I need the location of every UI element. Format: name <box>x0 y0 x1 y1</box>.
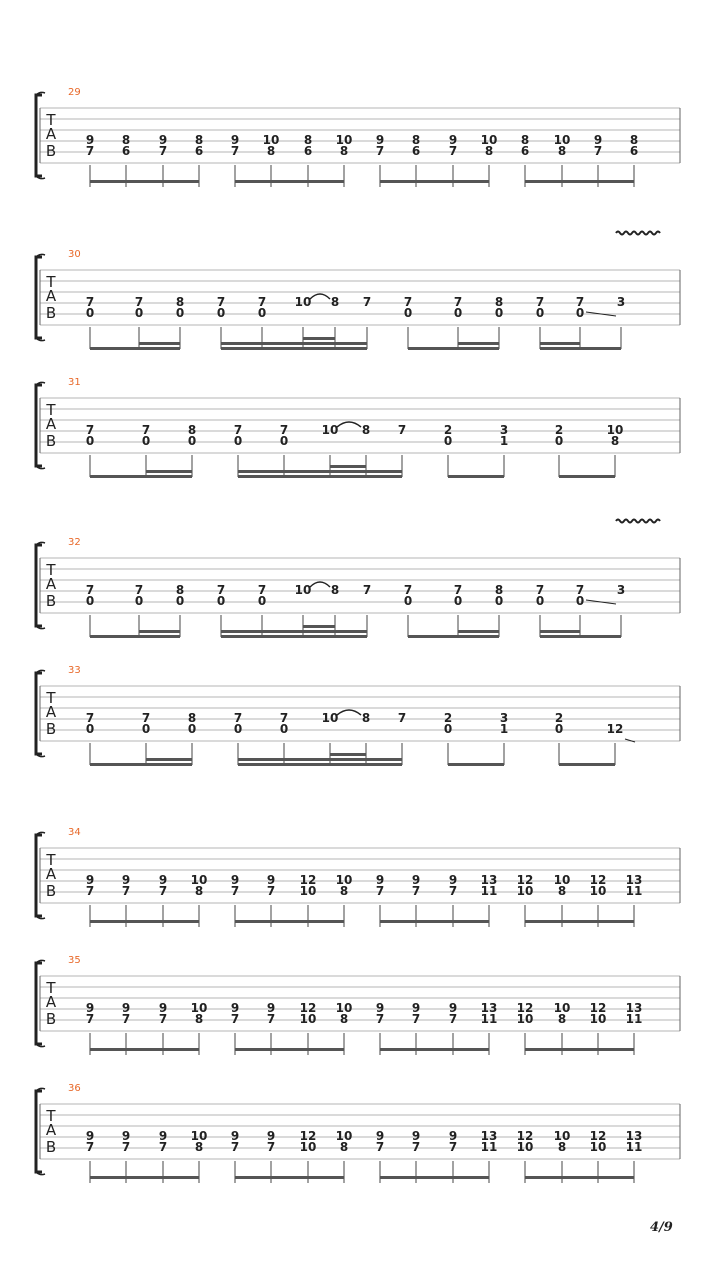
fret-number: 7 <box>134 583 144 597</box>
fret-number: 7 <box>85 884 95 898</box>
fret-number: 6 <box>303 144 313 158</box>
fret-number: 12 <box>606 722 624 736</box>
fret-number: 8 <box>339 884 349 898</box>
fret-number: 0 <box>85 434 95 448</box>
fret-number: 0 <box>554 434 564 448</box>
fret-number: 2 <box>554 711 564 725</box>
measure-number: 35 <box>68 955 81 966</box>
fret-number: 0 <box>216 306 226 320</box>
fret-number: 12 <box>299 873 317 887</box>
fret-number: 9 <box>230 133 240 147</box>
fret-number: 8 <box>557 1012 567 1026</box>
measure-number: 33 <box>68 665 81 676</box>
tab-label-letter: B <box>45 1010 57 1028</box>
fret-number: 10 <box>589 884 607 898</box>
fret-number: 0 <box>453 594 463 608</box>
fret-number: 10 <box>299 884 317 898</box>
fret-number: 6 <box>629 144 639 158</box>
fret-number: 8 <box>557 1140 567 1154</box>
fret-number: 12 <box>589 1001 607 1015</box>
fret-number: 7 <box>411 1140 421 1154</box>
fret-number: 8 <box>175 295 185 309</box>
fret-number: 10 <box>516 1012 534 1026</box>
fret-number: 0 <box>233 722 243 736</box>
fret-number: 10 <box>516 1140 534 1154</box>
fret-number: 7 <box>403 295 413 309</box>
fret-number: 11 <box>625 884 643 898</box>
fret-number: 8 <box>557 884 567 898</box>
tab-label-letter: A <box>45 415 57 433</box>
fret-number: 13 <box>625 1001 643 1015</box>
fret-number: 7 <box>233 711 243 725</box>
fret-number: 7 <box>375 1012 385 1026</box>
fret-number: 7 <box>411 1012 421 1026</box>
fret-number: 7 <box>230 144 240 158</box>
fret-number: 7 <box>121 1012 131 1026</box>
fret-number: 7 <box>575 295 585 309</box>
fret-number: 8 <box>330 583 340 597</box>
fret-number: 7 <box>362 583 372 597</box>
tab-label-letter: T <box>46 273 56 291</box>
fret-number: 9 <box>85 1129 95 1143</box>
fret-number: 7 <box>230 1140 240 1154</box>
fret-number: 10 <box>299 1140 317 1154</box>
fret-number: 8 <box>339 1012 349 1026</box>
fret-number: 7 <box>375 1140 385 1154</box>
fret-number: 7 <box>158 1012 168 1026</box>
fret-number: 7 <box>266 884 276 898</box>
tab-label-letter: A <box>45 993 57 1011</box>
fret-number: 10 <box>553 133 571 147</box>
fret-number: 12 <box>299 1001 317 1015</box>
fret-number: 13 <box>625 1129 643 1143</box>
fret-number: 6 <box>411 144 421 158</box>
fret-number: 3 <box>616 295 626 309</box>
fret-number: 9 <box>266 1129 276 1143</box>
fret-number: 0 <box>134 594 144 608</box>
fret-number: 10 <box>190 1001 208 1015</box>
fret-number: 10 <box>335 873 353 887</box>
fret-number: 7 <box>230 884 240 898</box>
fret-number: 3 <box>499 711 509 725</box>
fret-number: 8 <box>494 295 504 309</box>
fret-number: 7 <box>362 295 372 309</box>
fret-number: 7 <box>279 423 289 437</box>
fret-number: 10 <box>299 1012 317 1026</box>
fret-number: 7 <box>85 583 95 597</box>
fret-number: 10 <box>335 1001 353 1015</box>
fret-number: 8 <box>266 144 276 158</box>
tab-label-letter: T <box>46 851 56 869</box>
fret-number: 9 <box>411 873 421 887</box>
page-number: 4/9 <box>650 1220 673 1235</box>
fret-number: 8 <box>484 144 494 158</box>
fret-number: 7 <box>453 583 463 597</box>
fret-number: 7 <box>593 144 603 158</box>
fret-number: 7 <box>141 711 151 725</box>
fret-number: 0 <box>216 594 226 608</box>
tab-label-letter: A <box>45 1121 57 1139</box>
fret-number: 9 <box>375 133 385 147</box>
fret-number: 12 <box>516 1129 534 1143</box>
fret-number: 7 <box>216 583 226 597</box>
fret-number: 10 <box>335 133 353 147</box>
tab-label-letter: B <box>45 142 57 160</box>
fret-number: 11 <box>480 884 498 898</box>
fret-number: 9 <box>448 1001 458 1015</box>
tab-label-letter: B <box>45 882 57 900</box>
fret-number: 7 <box>158 884 168 898</box>
fret-number: 8 <box>361 423 371 437</box>
fret-number: 7 <box>448 144 458 158</box>
fret-number: 11 <box>480 1140 498 1154</box>
fret-number: 0 <box>403 594 413 608</box>
fret-number: 12 <box>589 1129 607 1143</box>
fret-number: 9 <box>85 873 95 887</box>
fret-number: 13 <box>480 1001 498 1015</box>
fret-number: 13 <box>480 1129 498 1143</box>
fret-number: 0 <box>187 722 197 736</box>
fret-number: 0 <box>187 434 197 448</box>
fret-number: 9 <box>411 1129 421 1143</box>
fret-number: 9 <box>448 1129 458 1143</box>
fret-number: 0 <box>233 434 243 448</box>
fret-number: 11 <box>625 1140 643 1154</box>
tab-label-letter: A <box>45 125 57 143</box>
fret-number: 7 <box>453 295 463 309</box>
fret-number: 7 <box>397 423 407 437</box>
fret-number: 10 <box>480 133 498 147</box>
fret-number: 9 <box>121 873 131 887</box>
fret-number: 7 <box>266 1140 276 1154</box>
fret-number: 0 <box>141 434 151 448</box>
fret-number: 9 <box>375 873 385 887</box>
tab-label-letter: T <box>46 689 56 707</box>
fret-number: 9 <box>448 873 458 887</box>
fret-number: 7 <box>279 711 289 725</box>
fret-number: 0 <box>535 306 545 320</box>
fret-number: 8 <box>175 583 185 597</box>
tab-label-letter: B <box>45 1138 57 1156</box>
fret-number: 9 <box>230 1001 240 1015</box>
fret-number: 8 <box>187 711 197 725</box>
fret-number: 12 <box>516 1001 534 1015</box>
measure-number: 32 <box>68 537 81 548</box>
fret-number: 8 <box>411 133 421 147</box>
fret-number: 0 <box>279 434 289 448</box>
fret-number: 6 <box>121 144 131 158</box>
fret-number: 11 <box>625 1012 643 1026</box>
fret-number: 9 <box>230 873 240 887</box>
tab-label-letter: T <box>46 1107 56 1125</box>
fret-number: 8 <box>361 711 371 725</box>
fret-number: 9 <box>121 1001 131 1015</box>
fret-number: 2 <box>443 423 453 437</box>
fret-number: 9 <box>158 1129 168 1143</box>
fret-number: 0 <box>443 434 453 448</box>
fret-number: 8 <box>187 423 197 437</box>
fret-number: 3 <box>616 583 626 597</box>
fret-number: 7 <box>158 1140 168 1154</box>
fret-number: 7 <box>85 711 95 725</box>
fret-number: 8 <box>194 133 204 147</box>
fret-number: 0 <box>443 722 453 736</box>
fret-number: 10 <box>262 133 280 147</box>
note-beam <box>90 1176 199 1179</box>
fret-number: 7 <box>375 884 385 898</box>
fret-number: 12 <box>299 1129 317 1143</box>
fret-number: 9 <box>375 1001 385 1015</box>
system-bracket <box>36 1091 42 1172</box>
fret-number: 7 <box>85 1012 95 1026</box>
fret-number: 10 <box>553 1129 571 1143</box>
fret-number: 11 <box>480 1012 498 1026</box>
fret-number: 10 <box>321 423 339 437</box>
fret-number: 8 <box>557 144 567 158</box>
tab-label-letter: A <box>45 865 57 883</box>
fret-number: 10 <box>190 873 208 887</box>
fret-number: 7 <box>535 295 545 309</box>
fret-number: 7 <box>257 583 267 597</box>
fret-number: 0 <box>535 594 545 608</box>
fret-number: 10 <box>606 423 624 437</box>
fret-number: 10 <box>321 711 339 725</box>
measure-number: 34 <box>68 827 81 838</box>
fret-number: 7 <box>257 295 267 309</box>
fret-number: 7 <box>216 295 226 309</box>
fret-number: 8 <box>520 133 530 147</box>
fret-number: 7 <box>158 144 168 158</box>
tab-label-letter: A <box>45 703 57 721</box>
fret-number: 9 <box>158 873 168 887</box>
fret-number: 2 <box>554 423 564 437</box>
fret-number: 7 <box>233 423 243 437</box>
tab-label-letter: B <box>45 720 57 738</box>
fret-number: 6 <box>194 144 204 158</box>
tab-label-letter: T <box>46 401 56 419</box>
fret-number: 0 <box>85 722 95 736</box>
fret-number: 10 <box>516 884 534 898</box>
fret-number: 1 <box>499 434 509 448</box>
fret-number: 9 <box>85 1001 95 1015</box>
tab-label-letter: T <box>46 979 56 997</box>
tab-label-letter: T <box>46 111 56 129</box>
fret-number: 13 <box>480 873 498 887</box>
fret-number: 9 <box>593 133 603 147</box>
measure-number: 36 <box>68 1083 81 1094</box>
fret-number: 8 <box>629 133 639 147</box>
fret-number: 0 <box>554 722 564 736</box>
fret-number: 0 <box>279 722 289 736</box>
tab-label-letter: A <box>45 575 57 593</box>
fret-number: 0 <box>575 594 585 608</box>
fret-number: 7 <box>134 295 144 309</box>
fret-number: 2 <box>443 711 453 725</box>
note-beam <box>235 1176 344 1179</box>
fret-number: 8 <box>330 295 340 309</box>
fret-number: 7 <box>448 1140 458 1154</box>
fret-number: 0 <box>575 306 585 320</box>
fret-number: 8 <box>194 884 204 898</box>
fret-number: 9 <box>230 1129 240 1143</box>
fret-number: 10 <box>294 295 312 309</box>
fret-number: 9 <box>266 873 276 887</box>
fret-number: 10 <box>553 1001 571 1015</box>
fret-number: 1 <box>499 722 509 736</box>
fret-number: 7 <box>230 1012 240 1026</box>
fret-number: 10 <box>190 1129 208 1143</box>
fret-number: 9 <box>266 1001 276 1015</box>
fret-number: 7 <box>266 1012 276 1026</box>
fret-number: 0 <box>175 594 185 608</box>
fret-number: 0 <box>85 594 95 608</box>
fret-number: 8 <box>194 1140 204 1154</box>
fret-number: 10 <box>335 1129 353 1143</box>
fret-number: 7 <box>448 1012 458 1026</box>
note-beam <box>380 1176 489 1179</box>
fret-number: 7 <box>85 1140 95 1154</box>
fret-number: 9 <box>158 133 168 147</box>
fret-number: 7 <box>85 423 95 437</box>
fret-number: 7 <box>85 295 95 309</box>
fret-number: 0 <box>494 306 504 320</box>
fret-number: 3 <box>499 423 509 437</box>
tab-label-letter: T <box>46 561 56 579</box>
fret-number: 6 <box>520 144 530 158</box>
fret-number: 8 <box>194 1012 204 1026</box>
fret-number: 7 <box>411 884 421 898</box>
fret-number: 7 <box>575 583 585 597</box>
fret-number: 7 <box>85 144 95 158</box>
fret-number: 9 <box>85 133 95 147</box>
note-beam <box>525 1176 634 1179</box>
fret-number: 9 <box>448 133 458 147</box>
fret-number: 8 <box>494 583 504 597</box>
measure-number: 29 <box>68 87 81 98</box>
fret-number: 8 <box>610 434 620 448</box>
fret-number: 0 <box>494 594 504 608</box>
fret-number: 12 <box>516 873 534 887</box>
fret-number: 7 <box>121 884 131 898</box>
fret-number: 0 <box>141 722 151 736</box>
fret-number: 0 <box>175 306 185 320</box>
fret-number: 7 <box>535 583 545 597</box>
fret-number: 13 <box>625 873 643 887</box>
fret-number: 7 <box>141 423 151 437</box>
fret-number: 7 <box>375 144 385 158</box>
fret-number: 10 <box>553 873 571 887</box>
fret-number: 0 <box>403 306 413 320</box>
fret-number: 10 <box>294 583 312 597</box>
fret-number: 9 <box>121 1129 131 1143</box>
tab-label-letter: B <box>45 304 57 322</box>
measure-number: 31 <box>68 377 81 388</box>
fret-number: 8 <box>121 133 131 147</box>
fret-number: 0 <box>453 306 463 320</box>
fret-number: 7 <box>403 583 413 597</box>
fret-number: 7 <box>121 1140 131 1154</box>
measure-number: 30 <box>68 249 81 260</box>
fret-number: 7 <box>448 884 458 898</box>
fret-number: 0 <box>257 306 267 320</box>
tab-label-letter: B <box>45 592 57 610</box>
fret-number: 0 <box>257 594 267 608</box>
fret-number: 9 <box>411 1001 421 1015</box>
tab-label-letter: B <box>45 432 57 450</box>
fret-number: 9 <box>158 1001 168 1015</box>
fret-number: 10 <box>589 1140 607 1154</box>
fret-number: 8 <box>339 1140 349 1154</box>
fret-number: 0 <box>85 306 95 320</box>
fret-number: 12 <box>589 873 607 887</box>
fret-number: 10 <box>589 1012 607 1026</box>
fret-number: 8 <box>303 133 313 147</box>
fret-number: 0 <box>134 306 144 320</box>
fret-number: 7 <box>397 711 407 725</box>
tab-label-letter: A <box>45 287 57 305</box>
fret-number: 8 <box>339 144 349 158</box>
fret-number: 9 <box>375 1129 385 1143</box>
